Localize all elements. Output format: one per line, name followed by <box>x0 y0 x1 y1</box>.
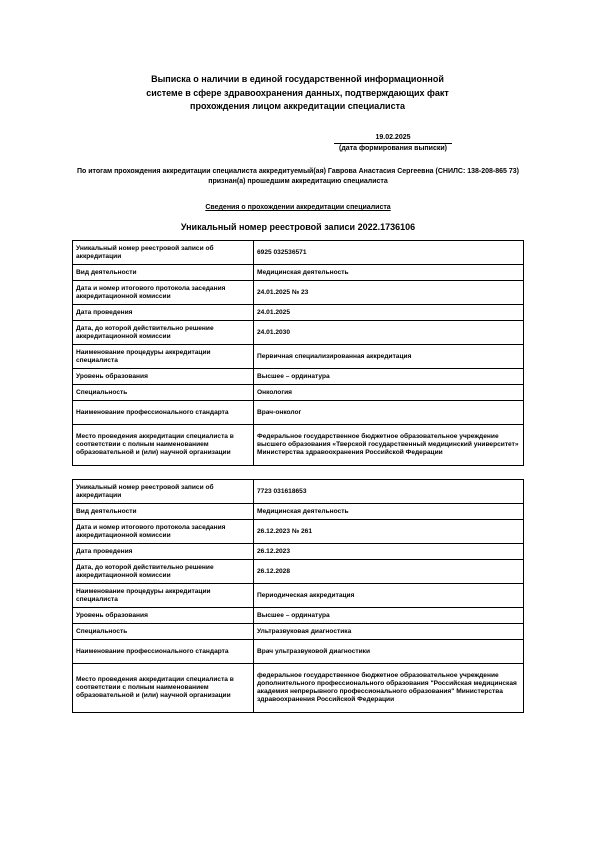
accreditation-record-table <box>72 240 524 466</box>
row-value: Медицинская деятельность <box>254 504 524 520</box>
accreditation-statement: По итогам прохождения аккредитации специалиста аккредитуемый(ая) Гаврова Анастасия Сергеевна (СНИЛС: 138-208-865 73) признан(а) прошедшим аккредитацию специалиста <box>76 168 519 185</box>
table-row <box>73 544 524 560</box>
row-value: Врач ультразвуковой диагностики <box>254 640 524 664</box>
row-value: 26.12.2023 № 261 <box>254 520 524 544</box>
row-label: Наименование процедуры аккредитации специалиста <box>73 345 254 369</box>
row-label: Наименование профессионального стандарта <box>73 640 254 664</box>
table-row <box>73 241 524 265</box>
row-label: Наименование профессионального стандарта <box>73 401 254 425</box>
row-value: Ультразвуковая диагностика <box>254 624 524 640</box>
row-value: 26.12.2023 <box>254 544 524 560</box>
row-value: 24.01.2025 № 23 <box>254 281 524 305</box>
table-row <box>73 584 524 608</box>
table-row <box>73 305 524 321</box>
accreditation-record-table <box>72 479 524 713</box>
row-value: 7723 031618653 <box>254 480 524 504</box>
row-value: Врач-онколог <box>254 401 524 425</box>
row-label: Специальность <box>73 385 254 401</box>
row-value: Периодическая аккредитация <box>254 584 524 608</box>
table-row <box>73 624 524 640</box>
table-row <box>73 321 524 345</box>
row-value: Онкология <box>254 385 524 401</box>
row-label: Уровень образования <box>73 608 254 624</box>
table-row <box>73 608 524 624</box>
table-row <box>73 425 524 466</box>
row-label: Место проведения аккредитации специалиста в соответствии с полным наименованием образовательной и (или) научной организации <box>73 664 254 713</box>
row-label: Уникальный номер реестровой записи об аккредитации <box>73 480 254 504</box>
row-value: 26.12.2028 <box>254 560 524 584</box>
issue-date: 19.02.2025 <box>334 133 452 144</box>
row-label: Дата проведения <box>73 305 254 321</box>
row-label: Дата проведения <box>73 544 254 560</box>
row-value: Первичная специализированная аккредитация <box>254 345 524 369</box>
row-value: Федеральное государственное бюджетное образовательное учреждение высшего образования «Тверской государственный медицинский университет» Министерства здравоохранения Российской Федерации <box>254 425 524 466</box>
row-label: Дата, до которой действительно решение аккредитационной комиссии <box>73 321 254 345</box>
table-row <box>73 281 524 305</box>
row-value: Медицинская деятельность <box>254 265 524 281</box>
row-value: федеральное государственное бюджетное образовательное учреждение дополнительного профессионального образования "Российская медицинская академия непрерывного профессионального образования" Министерства здравоохранения Российской Федерации <box>254 664 524 713</box>
registry-number-title: Уникальный номер реестровой записи 2022.1736106 <box>180 222 416 232</box>
table-row <box>73 369 524 385</box>
table-row <box>73 640 524 664</box>
table-row <box>73 265 524 281</box>
table-row <box>73 520 524 544</box>
row-value: 24.01.2030 <box>254 321 524 345</box>
row-label: Дата, до которой действительно решение аккредитационной комиссии <box>73 560 254 584</box>
row-label: Специальность <box>73 624 254 640</box>
row-value: 6925 032536571 <box>254 241 524 265</box>
table-row <box>73 385 524 401</box>
table-row <box>73 401 524 425</box>
row-label: Вид деятельности <box>73 265 254 281</box>
document-title <box>100 73 495 114</box>
table-row <box>73 480 524 504</box>
row-label: Уровень образования <box>73 369 254 385</box>
table-row <box>73 504 524 520</box>
row-value: Высшее – ординатура <box>254 369 524 385</box>
section-heading: Сведения о прохождении аккредитации специалиста <box>205 204 391 211</box>
row-value: Высшее – ординатура <box>254 608 524 624</box>
row-label: Наименование процедуры аккредитации специалиста <box>73 584 254 608</box>
row-label: Место проведения аккредитации специалиста в соответствии с полным наименованием образовательной и (или) научной организации <box>73 425 254 466</box>
row-label: Вид деятельности <box>73 504 254 520</box>
row-value: 24.01.2025 <box>254 305 524 321</box>
issue-date-caption: (дата формирования выписки) <box>339 145 447 152</box>
table-row <box>73 664 524 713</box>
row-label: Дата и номер итогового протокола заседания аккредитационной комиссии <box>73 281 254 305</box>
title-line: Выписка о наличии в единой государственной информационной <box>151 74 444 84</box>
row-label: Дата и номер итогового протокола заседания аккредитационной комиссии <box>73 520 254 544</box>
table-row <box>73 345 524 369</box>
issue-date-block <box>334 133 452 154</box>
row-label: Уникальный номер реестровой записи об аккредитации <box>73 241 254 265</box>
table-row <box>73 560 524 584</box>
title-line: прохождения лицом аккредитации специалиста <box>190 101 405 111</box>
title-line: системе в сфере здравоохранения данных, подтверждающих факт <box>146 87 449 98</box>
